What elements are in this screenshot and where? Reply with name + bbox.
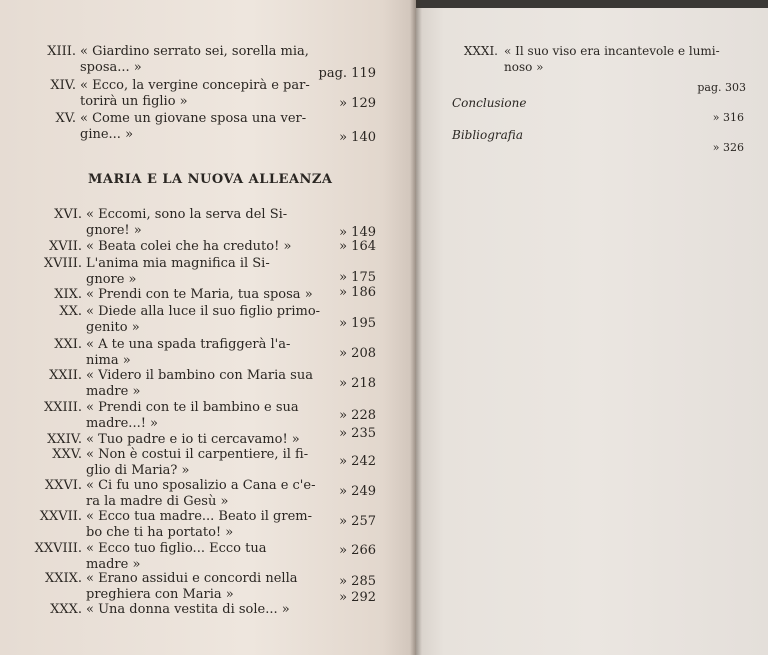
chapter-number: XXVIII. [34,541,82,556]
entry-line: bo che ti ha portato! » [86,525,234,540]
right-page [416,8,768,655]
page-ref: » 326 [712,141,744,154]
entry-line: preghiera con Maria » [86,587,234,602]
page-ref: pag. 119 [318,66,376,81]
chapter-number: XIX. [54,287,82,302]
entry-line: « Prendi con te il bambino e sua [86,400,299,415]
chapter-number: XXII. [49,368,82,383]
page-ref: » 186 [339,285,376,300]
entry-line: noso » [504,60,544,74]
chapter-number: XXIII. [43,400,82,415]
entry-line: « Non è costui il carpentiere, il fi- [86,447,309,462]
page-ref: » 218 [339,376,376,391]
entry-line: L'anima mia magnifica il Si- [86,256,270,271]
page-ref: » 175 [339,270,376,285]
chapter-number: XXI. [54,337,82,352]
page-ref: » 316 [712,111,744,124]
entry-line: gnore » [86,272,137,287]
chapter-number: XXV. [52,447,82,462]
entry-line: madre...! » [86,416,159,431]
page-ref: » 129 [339,96,376,111]
entry-line: madre » [86,557,141,572]
entry-line: « Ecco tuo figlio... Ecco tua [86,541,267,556]
entry-line: « Diede alla luce il suo figlio primo- [86,304,321,319]
entry-line: ra la madre di Gesù » [86,494,229,509]
chapter-number: XXVI. [44,478,82,493]
page-ref: » 149 [339,225,376,240]
entry-line: gnore! » [86,223,142,238]
entry-line: sposa... » [80,60,142,75]
section-heading: MARIA E LA NUOVA ALLEANZA [88,172,333,187]
entry-line: « Ci fu uno sposalizio a Cana e c'e- [86,478,316,493]
chapter-number: XXX. [50,602,82,617]
page-ref: pag. 303 [697,81,746,94]
page-ref: » 242 [339,454,376,469]
chapter-number: XIII. [47,44,76,59]
entry-line: « Ecco tua madre... Beato il grem- [86,509,312,524]
page-ref: » 249 [339,484,376,499]
entry-line: « Prendi con te Maria, tua sposa » [86,287,313,302]
entry-line: « Una donna vestita di sole... » [86,602,290,617]
book-gutter [410,0,422,655]
page-ref: » 195 [339,316,376,331]
entry-line: genito » [86,320,140,335]
chapter-number: XXIX. [44,571,82,586]
entry-line: nima » [86,353,131,368]
entry-line: « A te una spada trafiggerà l'a- [86,337,291,352]
entry-line: madre » [86,384,141,399]
page-ref: » 228 [339,408,376,423]
page-ref: » 292 [339,590,376,605]
chapter-number: XXVII. [39,509,82,524]
entry-line: « Eccomi, sono la serva del Si- [86,207,288,222]
entry-line: « Giardino serrato sei, sorella mia, [80,44,309,59]
entry-line: « Beata colei che ha creduto! » [86,239,292,254]
chapter-number: XVII. [48,239,82,254]
page-ref: » 257 [339,514,376,529]
entry-line: gine... » [80,127,134,142]
chapter-number: XXIV. [47,432,82,447]
entry-line: « Erano assidui e concordi nella [86,571,298,586]
entry-line: « Tuo padre e io ti cercavamo! » [86,432,300,447]
page-ref: » 235 [339,426,376,441]
chapter-number: XVI. [54,207,82,222]
page-ref: » 208 [339,346,376,361]
chapter-number: XV. [55,111,76,126]
conclusione-label: Conclusione [452,96,527,110]
bibliografia-label: Bibliografia [452,128,523,142]
entry-line: « Ecco, la vergine concepirà e par- [80,78,310,93]
chapter-number: XXXI. [463,44,498,58]
page-ref: » 266 [339,543,376,558]
entry-line: « Come un giovane sposa una ver- [80,111,307,126]
entry-line: « Videro il bambino con Maria sua [86,368,313,383]
entry-line: glio di Maria? » [86,463,190,478]
page-ref: » 164 [339,239,376,254]
page-ref: » 285 [339,574,376,589]
entry-line: torirà un figlio » [80,94,188,109]
entry-line: « Il suo viso era incantevole e lumi- [504,44,720,58]
chapter-number: XX. [59,304,82,319]
chapter-number: XIV. [50,78,76,93]
page-ref: » 140 [339,130,376,145]
chapter-number: XVIII. [43,256,82,271]
